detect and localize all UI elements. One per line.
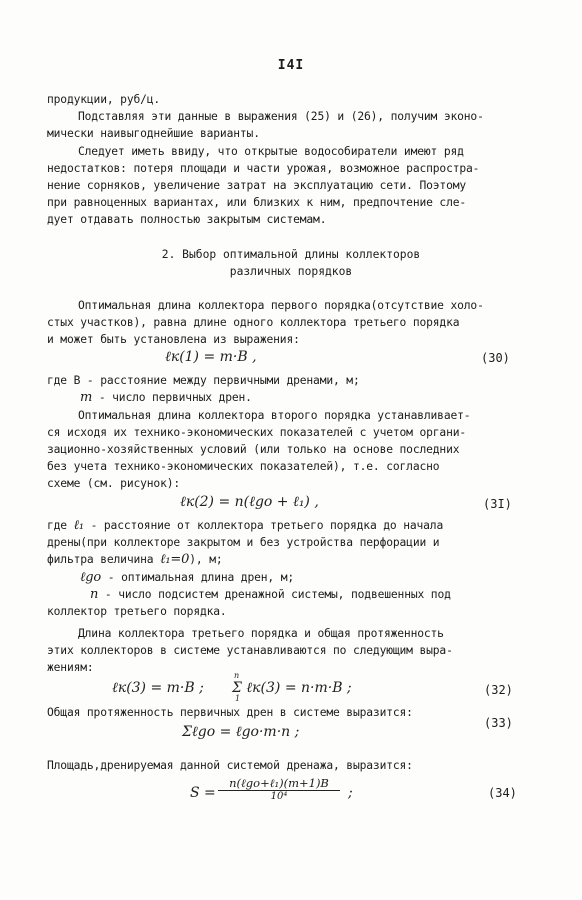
text-line: Оптимальная длина коллектора первого порядка(отсутствие холо- [78, 299, 484, 312]
formula-32b [232, 671, 352, 703]
text-line: и может быть установлена из выражения: [47, 333, 300, 346]
sum-symbol: Σ ℓк(3) = n·m·B ; n 1 [232, 671, 352, 703]
symbol-lgo: ℓgo [80, 570, 102, 585]
text-line: дует отдавать полностью закрытым системам. [47, 213, 327, 226]
formula-33: Σℓgo = ℓgo·m·n ; [182, 724, 300, 740]
text-line: нение сорняков, увеличение затрат на эксплуатацию сети. Поэтому [47, 179, 467, 192]
text-line: продукции, руб/ц. [47, 93, 161, 106]
equation-number-31: (3I) [483, 497, 512, 511]
symbol-l1-zero: ℓ₁=0 [160, 552, 190, 567]
text-line: где В - расстояние между первичными дренами, м; [47, 374, 360, 387]
text-line: при равноценных вариантах, или близких к ним, предпочтение сле- [47, 196, 467, 209]
text-line: дрены(при коллекторе закрытом и без устройства перфорации и [47, 536, 440, 549]
equation-number-34: (34) [488, 786, 517, 800]
equation-number-32: (32) [484, 683, 513, 697]
text-line: Общая протяженность первичных дрен в системе выразится: [47, 706, 413, 719]
text-line: недостатков: потеря площади и части урожая, возможное распростра- [47, 162, 480, 175]
text-line: n - число подсистем дренажной системы, подвешенных под [90, 587, 451, 602]
text-line: ℓgo - оптимальная длина дрен, м; [80, 570, 295, 585]
text-line: m - число первичных дрен. [80, 390, 252, 405]
text-line: схеме (см. рисунок): [47, 477, 181, 490]
symbol-m: m [80, 390, 93, 405]
formula-30: ℓк(1) = m·B , [165, 349, 257, 365]
text-line: где ℓ₁ - расстояние от коллектора третьего порядка до начала [47, 518, 444, 533]
formula-34-semicolon: ; [348, 785, 353, 801]
text-line: зационно-хозяйственных условий (или только на основе последних [47, 443, 460, 456]
symbol-l1: ℓ₁ [73, 518, 84, 533]
text-line: Площадь,дренируемая данной системой дренажа, выразится: [47, 759, 413, 772]
formula-34-lhs: S = [190, 785, 216, 801]
text-line: Оптимальная длина коллектора второго порядка устанавливает- [78, 409, 471, 422]
equation-number-30: (30) [481, 351, 510, 365]
text-line: стых участков), равна длине одного коллектора третьего порядка [47, 316, 460, 329]
sum-lower-limit: 1 [235, 694, 241, 703]
text-line: ся исходя их технико-экономических показателей с учетом органи- [47, 426, 467, 439]
formula-34-fraction [218, 776, 340, 802]
equation-number-33: (33) [484, 716, 513, 730]
text-line: Подставляя эти данные в выражения (25) и (26), получим эконо- [78, 110, 484, 123]
text-line: этих коллекторов в системе устанавливаются по следующим выра- [47, 644, 453, 657]
formula-32a: ℓк(3) = m·B ; [112, 680, 204, 696]
text-line: фильтра величина ℓ₁=0), м; [47, 552, 223, 567]
text-line: мически наивыгоднейшие варианты. [47, 127, 260, 140]
section-heading: 2. Выбор оптимальной длины коллекторов [161, 248, 421, 261]
symbol-n: n [90, 587, 99, 602]
text-line: коллектор третьего порядка. [47, 605, 227, 618]
text-line: Длина коллектора третьего порядка и общая протяженность [78, 627, 444, 640]
section-heading-line2: различных порядков [229, 265, 353, 278]
text-line: жениям: [47, 661, 94, 674]
text-line: Следует иметь ввиду, что открытые водособиратели имеют ряд [78, 145, 464, 158]
fraction-numerator: n(ℓgo+ℓ₁)(m+1)B [218, 776, 340, 791]
sum-upper-limit: n [234, 671, 240, 680]
page-number: I4I [277, 58, 305, 73]
text-line: без учета технико-экономических показателей), т.е. согласно [47, 460, 440, 473]
fraction-denominator: 10⁴ [270, 791, 288, 802]
formula-31: ℓк(2) = n(ℓgo + ℓ₁) , [180, 494, 319, 510]
